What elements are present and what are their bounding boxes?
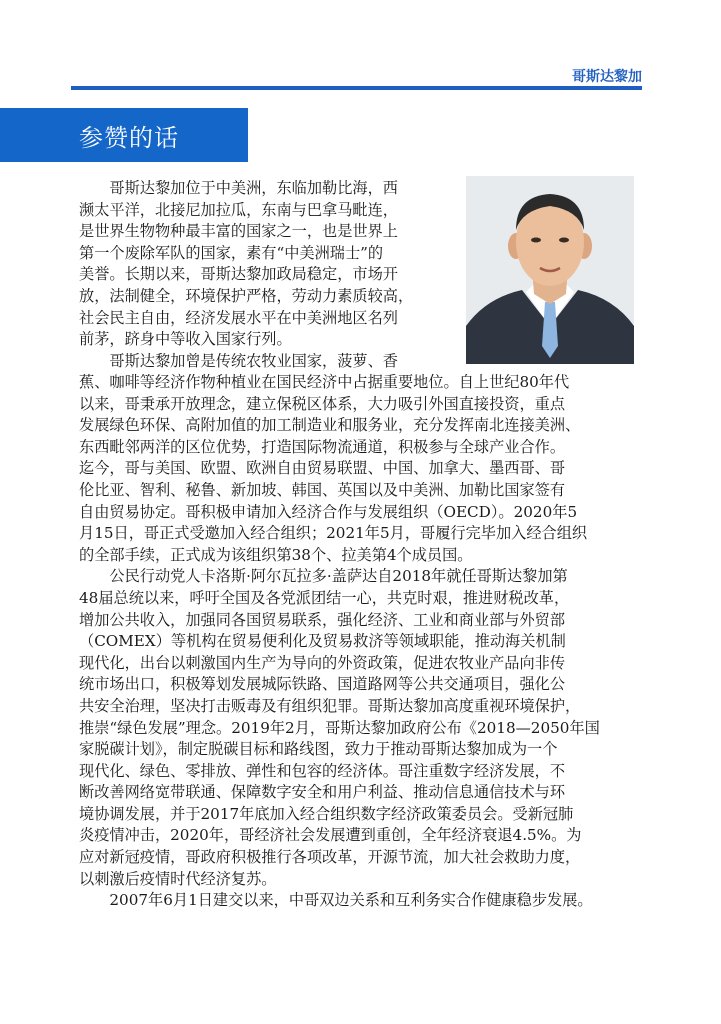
text-line: 社会民主自由，经济发展水平在中美洲地区名列 <box>79 308 398 327</box>
text-line: 推崇“绿色发展”理念。2019年2月，哥斯达黎加政府公布《2018—2050年国 <box>79 718 600 737</box>
text-line: 前茅，跻身中等收入国家行列。 <box>79 330 292 349</box>
header-country-name: 哥斯达黎加 <box>572 69 642 85</box>
text-line: 美誉。长期以来，哥斯达黎加政局稳定，市场开 <box>79 265 398 284</box>
section-title: 参赞的话 <box>79 124 179 152</box>
text-line: 以刺激后疫情时代经济复苏。 <box>79 869 277 888</box>
portrait-image <box>466 176 634 364</box>
article-text-beside-photo <box>79 178 413 372</box>
text-line: 以来，哥秉承开放理念，建立保税区体系，大力吸引外国直接投资，重点 <box>79 394 565 413</box>
text-line: 境协调发展，并于2017年底加入经合组织数字经济政策委员会。受新冠肺 <box>79 804 574 823</box>
text-line: 统市场出口，积极筹划发展城际铁路、国道路网等公共交通项目，强化公 <box>79 675 565 694</box>
text-line: 家脱碳计划》，制定脱碳目标和路线图，致力于推动哥斯达黎加成为一个 <box>79 740 558 759</box>
text-line: 公民行动党人卡洛斯·阿尔瓦拉多·盖萨达自2018年就任哥斯达黎加第 <box>79 567 568 586</box>
text-line: 48届总统以来，呼吁全国及各党派团结一心，共克时艰，推进财税改革， <box>79 588 570 607</box>
text-line: 2007年6月1日建交以来，中哥双边关系和互利务实合作健康稳步发展。 <box>79 891 593 910</box>
text-line: 伦比亚、智利、秘鲁、新加坡、韩国、英国以及中美洲、加勒比国家签有 <box>79 480 565 499</box>
text-line: 炎疫情冲击，2020年，哥经济社会发展遭到重创，全年经济衰退4.5%。为 <box>79 826 582 845</box>
text-line: 发展绿色环保、高附加值的加工制造业和服务业，充分发挥南北连接美洲、 <box>79 416 581 435</box>
text-line: 增加公共收入，加强同各国贸易联系，强化经济、工业和商业部与外贸部 <box>79 610 565 629</box>
portrait-photo <box>466 176 634 364</box>
text-line: （COMEX）等机构在贸易便利化及贸易救济等领域职能，推动海关机制 <box>79 632 566 651</box>
text-line: 哥斯达黎加曾是传统农牧业国家，菠萝、香 <box>79 351 398 370</box>
text-line: 月15日，哥正式受邀加入经合组织；2021年5月，哥履行完毕加入经合组织 <box>79 524 588 543</box>
text-line: 现代化，出台以刺激国内生产为导向的外资政策，促进农牧业产品向非传 <box>79 653 565 672</box>
article-text-full-width <box>79 372 600 912</box>
text-line: 应对新冠疫情，哥政府积极推行各项改革，开源节流，加大社会救助力度， <box>79 848 581 867</box>
text-line: 放，法制健全，环境保护严格，劳动力素质较高， <box>79 286 414 305</box>
text-line: 迄今，哥与美国、欧盟、欧洲自由贸易联盟、中国、加拿大、墨西哥、哥 <box>79 459 565 478</box>
text-line: 自由贸易协定。哥积极申请加入经济合作与发展组织（OECD）。2020年5 <box>79 502 578 521</box>
text-line: 是世界生物物种最丰富的国家之一，也是世界上 <box>79 222 398 241</box>
text-line: 濒太平洋，北接尼加拉瓜，东南与巴拿马毗连， <box>79 200 398 219</box>
text-line: 共安全治理，坚决打击贩毒及有组织犯罪。哥斯达黎加高度重视环境保护， <box>79 696 581 715</box>
text-line: 东西毗邻两洋的区位优势，打造国际物流通道，积极参与全球产业合作。 <box>79 437 565 456</box>
text-line: 第一个废除军队的国家，素有“中美洲瑞士”的 <box>79 243 384 262</box>
text-line: 现代化、绿色、零排放、弹性和包容的经济体。哥注重数字经济发展，不 <box>79 761 565 780</box>
text-line: 断改善网络宽带联通、保障数字安全和用户利益、推动信息通信技术与环 <box>79 783 565 802</box>
text-line: 的全部手续，正式成为该组织第38个、拉美第4个成员国。 <box>79 545 473 564</box>
header-divider <box>71 86 642 90</box>
text-line: 哥斯达黎加位于中美洲，东临加勒比海，西 <box>79 179 398 197</box>
text-line: 蕉、咖啡等经济作物种植业在国民经济中占据重要地位。自上世纪80年代 <box>79 373 570 391</box>
